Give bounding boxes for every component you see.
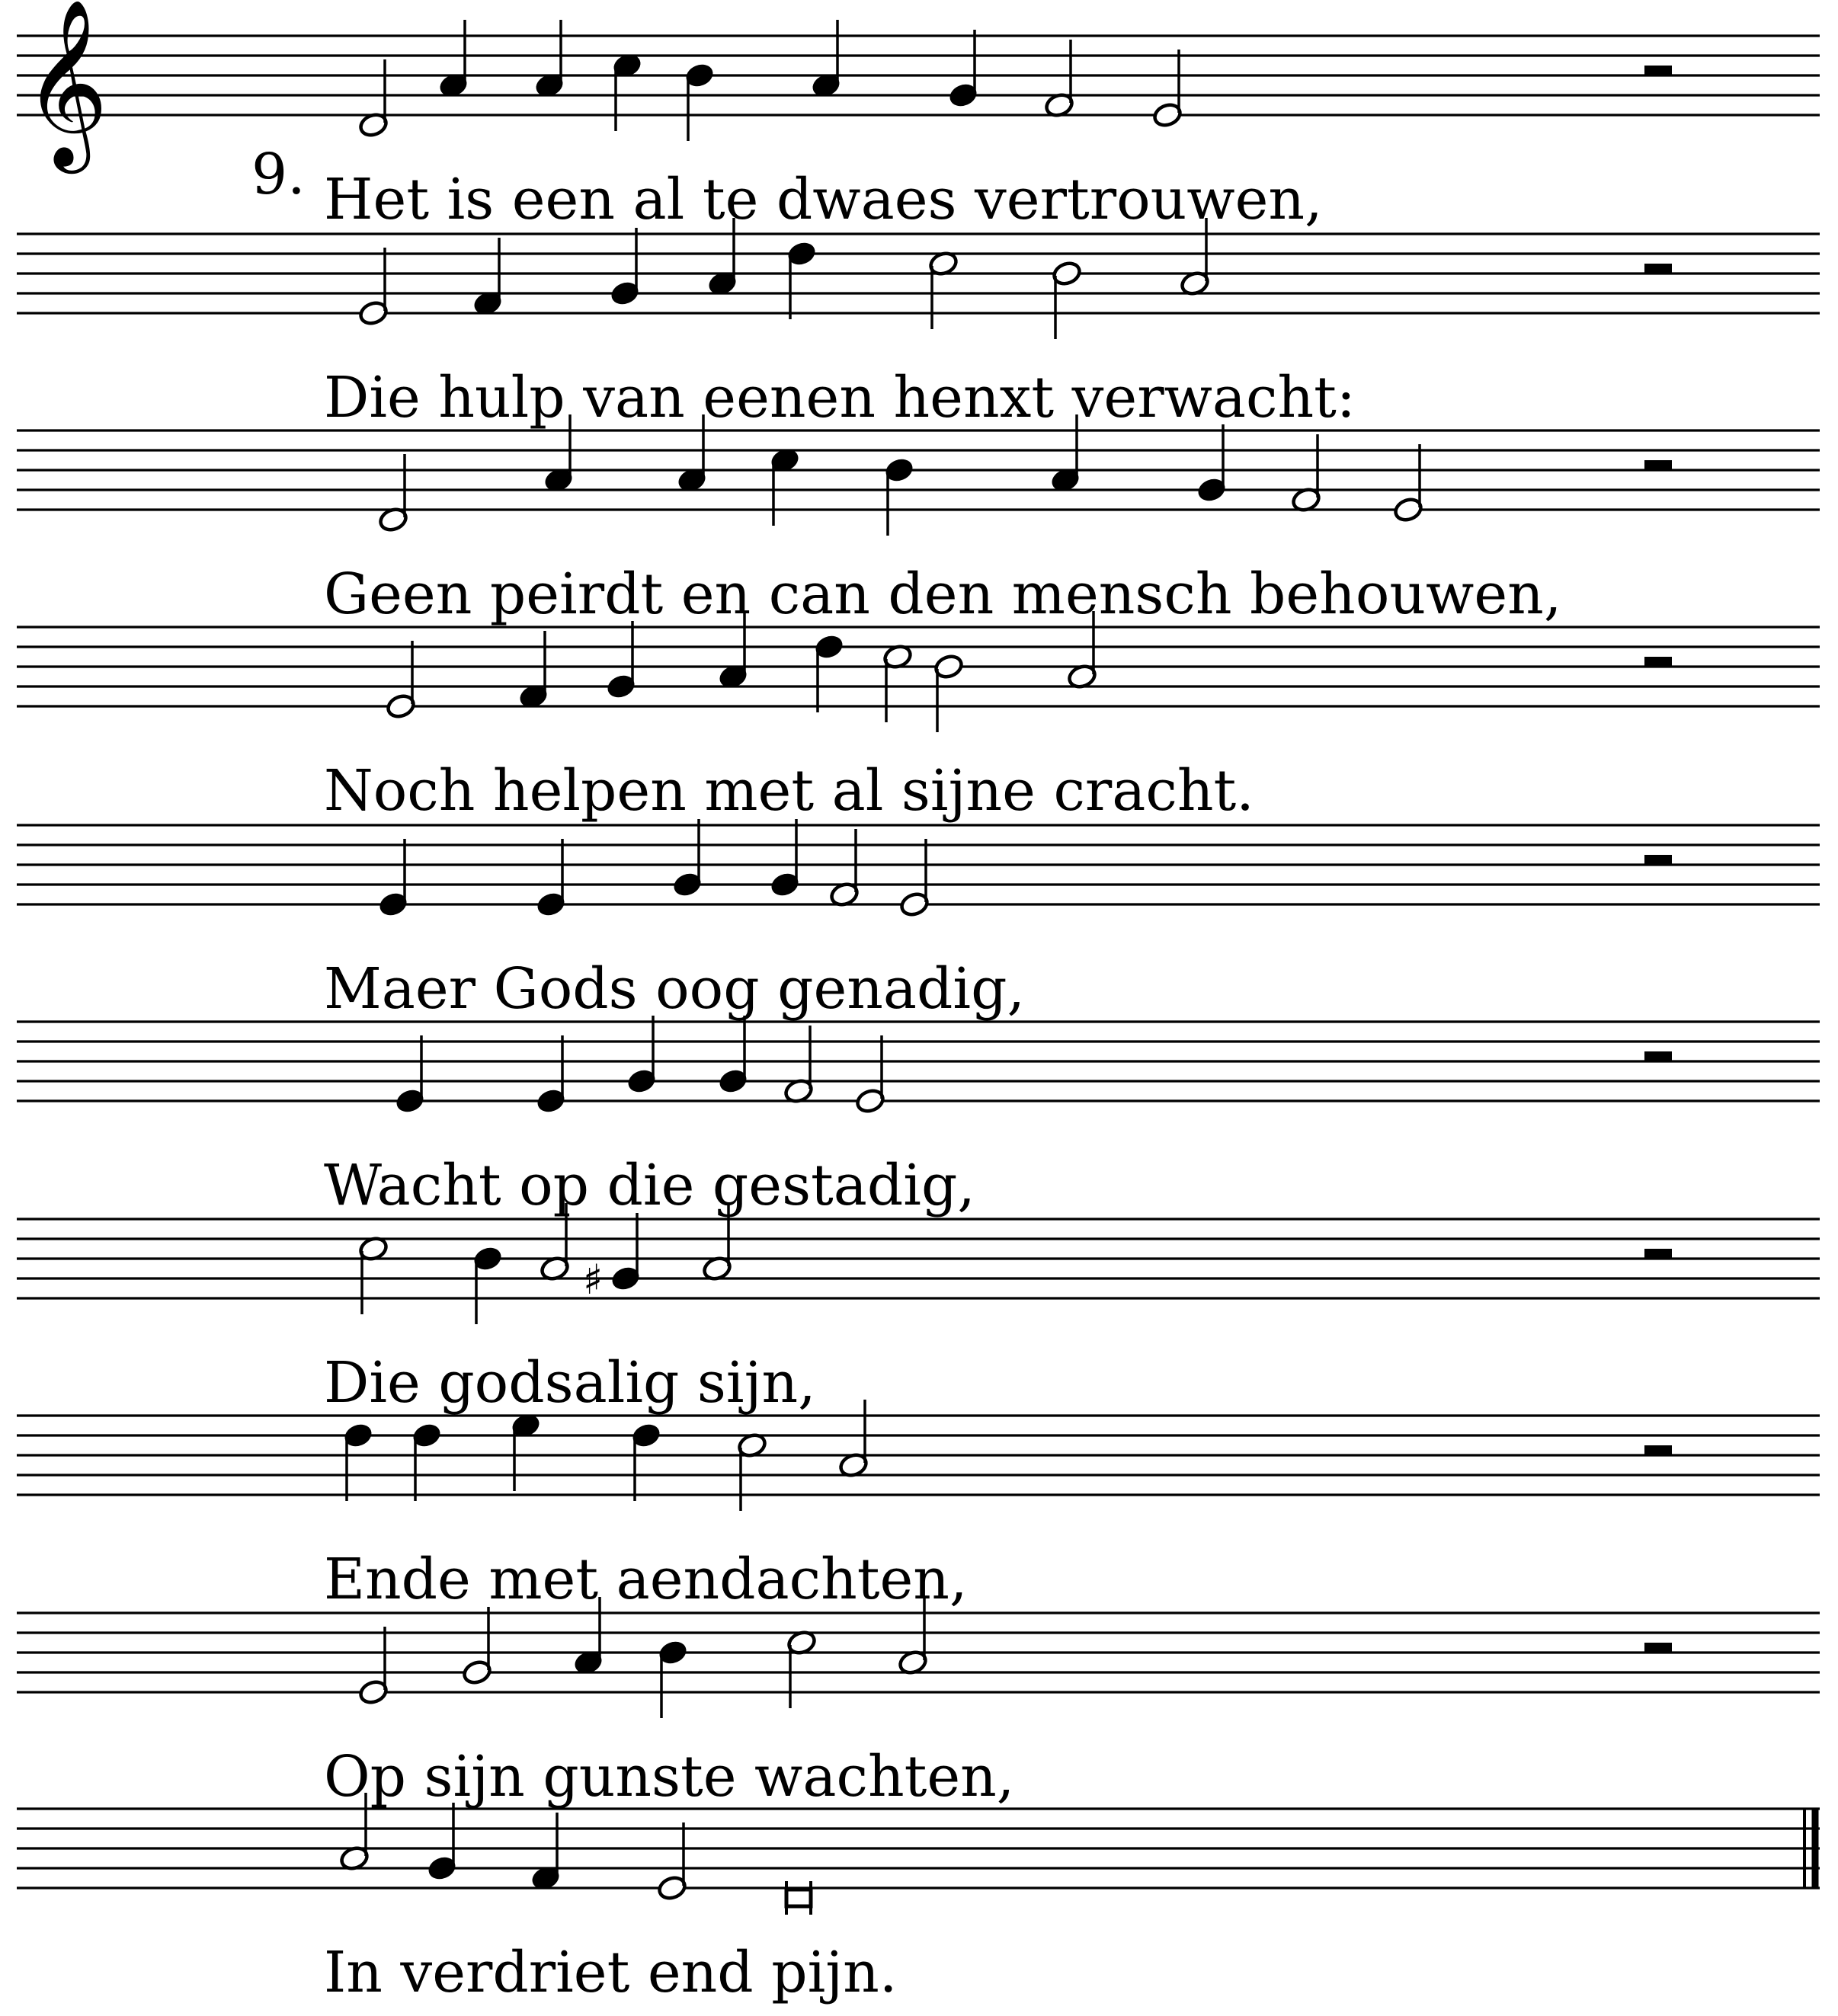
half-rest-icon bbox=[1644, 460, 1672, 470]
half-rest-icon bbox=[1644, 1249, 1672, 1259]
half-rest-icon bbox=[1644, 855, 1672, 865]
lyric-line: Maer Gods oog genadig, bbox=[324, 956, 1025, 1022]
lyric-line: Op sijn gunste wachten, bbox=[324, 1744, 1015, 1810]
half-rest-icon bbox=[1644, 657, 1672, 667]
lyric-line: Die hulp van eenen henxt verwacht: bbox=[324, 365, 1356, 430]
half-rest-icon bbox=[1644, 1051, 1672, 1061]
lyric-line: Geen peirdt en can den mensch behouwen, bbox=[324, 562, 1562, 627]
half-rest-icon bbox=[1644, 1445, 1672, 1455]
lyric-line: Die godsalig sijn, bbox=[324, 1350, 816, 1416]
half-rest-icon bbox=[1644, 1643, 1672, 1653]
lyric-line: Ende met aendachten, bbox=[324, 1547, 968, 1612]
lyric-line: In verdriet end pijn. bbox=[324, 1940, 898, 2005]
half-rest-icon bbox=[1644, 264, 1672, 274]
lyric-line: Wacht op die gestadig, bbox=[324, 1153, 975, 1218]
verse-number: 9. bbox=[251, 142, 306, 207]
treble-clef-icon: 𝄞 bbox=[23, 0, 109, 166]
half-rest-icon bbox=[1644, 66, 1672, 75]
lyric-line: Noch helpen met al sijne cracht. bbox=[324, 758, 1254, 824]
lyric-line: Het is een al te dwaes vertrouwen, bbox=[324, 167, 1323, 232]
breve-note-head bbox=[786, 1890, 811, 1906]
sharp-icon: ♯ bbox=[583, 1256, 604, 1304]
